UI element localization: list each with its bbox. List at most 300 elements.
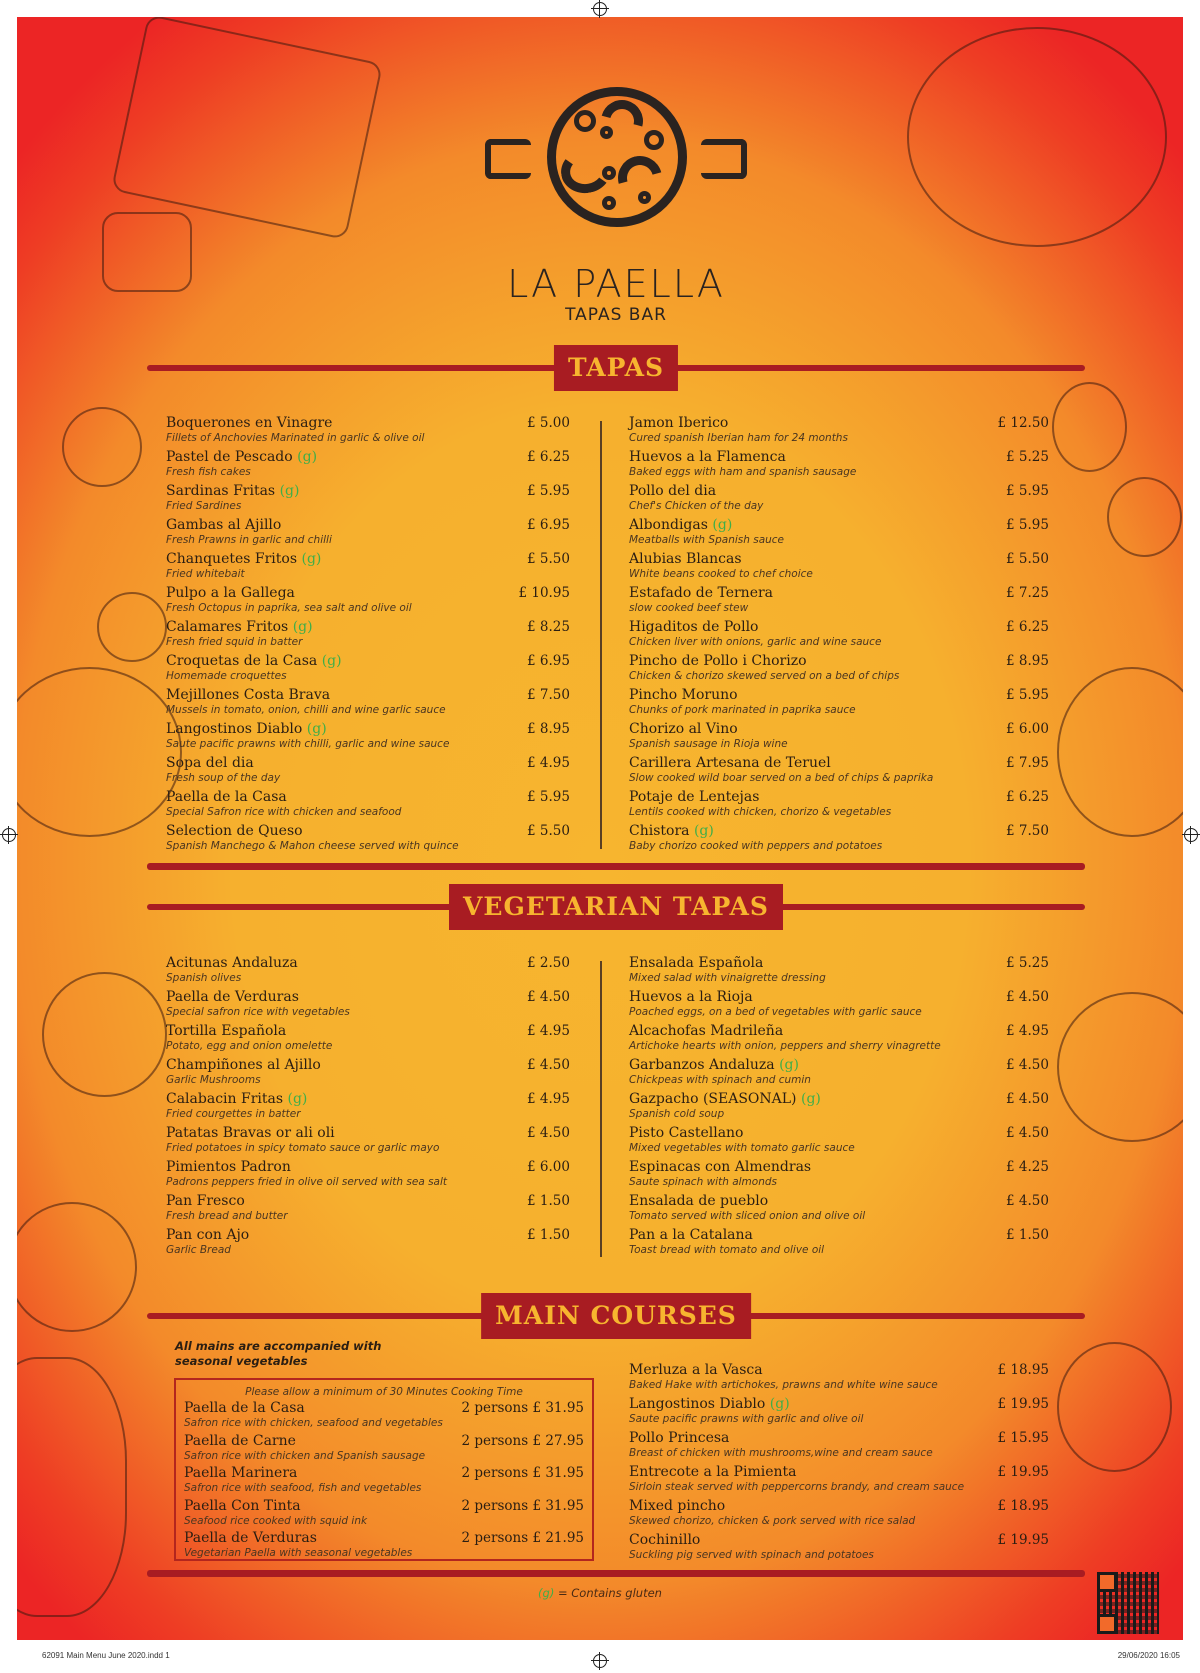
- menu-item-price: £ 4.50: [527, 1057, 570, 1073]
- menu-item: [166, 789, 570, 823]
- menu-item-name: [166, 517, 570, 534]
- menu-item-name: [166, 1227, 570, 1244]
- section-banner-mains: [147, 1293, 1085, 1339]
- print-slug-file: 62091 Main Menu June 2020.indd 1: [42, 1651, 170, 1660]
- menu-item-name: [166, 449, 570, 466]
- menu-item-name: [629, 1125, 1049, 1142]
- menu-item: [184, 1400, 584, 1433]
- dish-name: Pollo del dia: [629, 483, 717, 499]
- menu-item: [166, 1057, 570, 1091]
- gluten-badge: (g): [287, 1091, 308, 1107]
- gluten-badge: (g): [779, 1057, 799, 1073]
- menu-item-description: Fresh soup of the day: [166, 772, 281, 784]
- menu-item-price: £ 6.95: [527, 517, 570, 533]
- menu-item-price: £ 4.50: [1006, 1193, 1049, 1209]
- menu-item: [166, 687, 570, 721]
- menu-item-name: [629, 517, 1049, 534]
- registration-mark-icon: [593, 1654, 607, 1668]
- menu-item-price: £ 1.50: [527, 1193, 570, 1209]
- menu-item: [166, 653, 570, 687]
- menu-item-price: £ 10.95: [518, 585, 570, 601]
- menu-item-name: [166, 989, 570, 1006]
- soup-bowl-illustration-icon: [1057, 667, 1183, 837]
- vegetarian-right-column: [629, 955, 1049, 1261]
- dish-name: Langostinos Diablo: [166, 721, 303, 737]
- menu-item-price: £ 5.25: [1006, 955, 1049, 971]
- menu-item-description: Special safron rice with vegetables: [166, 1006, 350, 1018]
- menu-item-price: £ 7.50: [1006, 823, 1049, 839]
- dish-name: Pan a la Catalana: [629, 1227, 753, 1243]
- dish-name: Estafado de Ternera: [629, 585, 774, 601]
- menu-item-price: £ 12.50: [997, 415, 1049, 431]
- olives-bowl-illustration-icon: [42, 972, 167, 1097]
- menu-item: [166, 1023, 570, 1057]
- menu-item-description: Cured spanish Iberian ham for 24 months: [629, 432, 848, 444]
- menu-item-description: Chef's Chicken of the day: [629, 500, 764, 512]
- pan-handle-icon: [701, 139, 747, 179]
- menu-item-price: £ 4.95: [527, 755, 570, 771]
- menu-item-price: £ 6.95: [527, 653, 570, 669]
- menu-item: [166, 585, 570, 619]
- menu-item: [166, 1091, 570, 1125]
- bread-illustration-icon: [102, 212, 192, 292]
- menu-item-price: 2 persons £ 31.95: [461, 1497, 584, 1514]
- menu-item: [629, 653, 1049, 687]
- gluten-badge: (g): [800, 1091, 821, 1107]
- fish-plate-illustration-icon: [17, 1202, 137, 1332]
- menu-item-description: Meatballs with Spanish sauce: [629, 534, 785, 546]
- dish-name: Higaditos de Pollo: [629, 619, 759, 635]
- menu-item: [629, 415, 1049, 449]
- menu-item-price: £ 5.25: [1006, 449, 1049, 465]
- menu-item: [166, 989, 570, 1023]
- gluten-badge: (g): [769, 1396, 790, 1412]
- menu-item-description: Toast bread with tomato and olive oil: [629, 1244, 825, 1256]
- menu-item-description: Homemade croquettes: [166, 670, 287, 682]
- tapas-right-column: [629, 415, 1049, 857]
- menu-item: [166, 823, 570, 857]
- menu-item-price: £ 4.50: [1006, 1057, 1049, 1073]
- menu-item-name: [629, 551, 1049, 568]
- dish-name: Ensalada de pueblo: [629, 1193, 769, 1209]
- oyster-illustration-icon: [1052, 382, 1127, 472]
- registration-mark-icon: [2, 828, 16, 842]
- paella-pan-icon: [547, 87, 687, 227]
- menu-item-name: [166, 1159, 570, 1176]
- dish-name: Sopa del dia: [166, 755, 254, 771]
- column-divider: [600, 421, 602, 849]
- menu-item-description: Tomato served with sliced onion and olive oil: [629, 1210, 866, 1222]
- dish-name: Pimientos Padron: [166, 1159, 291, 1175]
- menu-item-description: Lentils cooked with chicken, chorizo & vegetables: [629, 806, 892, 818]
- menu-item-price: £ 1.50: [1006, 1227, 1049, 1243]
- menu-item-name: [629, 989, 1049, 1006]
- menu-item-price: £ 4.50: [527, 1125, 570, 1141]
- menu-item-description: Baked Hake with artichokes, prawns and white wine sauce: [629, 1379, 938, 1391]
- clams-illustration-icon: [1057, 1342, 1172, 1472]
- menu-item-name: [629, 1159, 1049, 1176]
- ham-board-illustration-icon: [111, 17, 383, 240]
- menu-item-name: [166, 955, 570, 972]
- dish-name: Paella de Verduras: [166, 989, 299, 1005]
- menu-item: [629, 551, 1049, 585]
- menu-item: [629, 517, 1049, 551]
- menu-item-price: £ 4.50: [1006, 1091, 1049, 1107]
- dish-name: Paella de Verduras: [184, 1530, 317, 1546]
- menu-item: [184, 1530, 584, 1563]
- dish-name: Paella Con Tinta: [184, 1497, 301, 1514]
- dish-name: Mejillones Costa Brava: [166, 687, 331, 703]
- menu-item-description: Saute pacific prawns with garlic and olive oil: [629, 1413, 864, 1425]
- paella-list: [184, 1400, 584, 1563]
- menu-item-description: Fresh Prawns in garlic and chilli: [166, 534, 332, 546]
- menu-item-price: £ 7.50: [527, 687, 570, 703]
- dish-name: Acitunas Andaluza: [166, 955, 298, 971]
- menu-item-name: [166, 687, 570, 704]
- menu-item-name: [629, 1498, 1049, 1515]
- menu-item: [166, 415, 570, 449]
- section-title: MAIN COURSES: [481, 1293, 751, 1339]
- menu-item-name: [629, 789, 1049, 806]
- shrimp-bowl-illustration-icon: [1057, 992, 1183, 1142]
- menu-item-price: £ 19.95: [997, 1396, 1049, 1412]
- menu-item: [184, 1498, 584, 1531]
- menu-item-price: 2 persons £ 31.95: [461, 1400, 584, 1416]
- menu-item-name: [629, 415, 1049, 432]
- menu-item-name: [629, 1193, 1049, 1210]
- menu-item-name: [629, 1362, 1049, 1379]
- menu-item: [166, 517, 570, 551]
- menu-item-description: Baby chorizo cooked with peppers and potatoes: [629, 840, 883, 852]
- dish-name: Sardinas Fritas: [166, 483, 276, 499]
- brand-logo: [485, 87, 747, 327]
- dish-name: Pan Fresco: [166, 1193, 245, 1209]
- fig-illustration-icon: [97, 592, 167, 662]
- menu-item: [166, 1227, 570, 1261]
- menu-item-price: £ 5.95: [1006, 687, 1049, 703]
- column-divider: [600, 961, 602, 1257]
- dish-name: Patatas Bravas or ali oli: [166, 1125, 335, 1141]
- dish-name: Chorizo al Vino: [629, 721, 738, 737]
- menu-item-description: Fillets of Anchovies Marinated in garlic & olive oil: [166, 432, 425, 444]
- menu-item-description: Safron rice with chicken and Spanish sausage: [184, 1449, 426, 1462]
- dish-name: Merluza a la Vasca: [629, 1362, 763, 1378]
- menu-item-description: Fried whitebait: [166, 568, 245, 580]
- menu-item-name: [629, 721, 1049, 738]
- menu-item-price: £ 5.95: [527, 483, 570, 499]
- menu-item-price: £ 19.95: [997, 1464, 1049, 1480]
- menu-item-description: Fresh fish cakes: [166, 466, 251, 478]
- menu-item-description: Seafood rice cooked with squid ink: [184, 1514, 368, 1527]
- menu-item: [629, 1532, 1049, 1566]
- registration-mark-icon: [593, 2, 607, 16]
- menu-item-description: Safron rice with chicken, seafood and vegetables: [184, 1417, 443, 1429]
- menu-item-name: [166, 823, 570, 840]
- menu-item-price: £ 4.50: [1006, 989, 1049, 1005]
- menu-item: [629, 483, 1049, 517]
- menu-item-price: £ 6.00: [1006, 721, 1049, 737]
- menu-item-name: [629, 1430, 1049, 1447]
- dish-name: Mixed pincho: [629, 1498, 726, 1514]
- gluten-legend: [0, 1586, 1200, 1600]
- menu-item-description: Spanish Manchego & Mahon cheese served with quince: [166, 840, 459, 852]
- menu-item-name: [166, 653, 570, 670]
- menu-item-price: £ 4.95: [1006, 1023, 1049, 1039]
- menu-item-price: £ 18.95: [997, 1498, 1049, 1514]
- menu-item-name: [166, 1125, 570, 1142]
- menu-item-description: Mixed salad with vinaigrette dressing: [629, 972, 826, 984]
- menu-item: [629, 1159, 1049, 1193]
- menu-item-description: Chickpeas with spinach and cumin: [629, 1074, 811, 1086]
- dish-name: Selection de Queso: [166, 823, 303, 839]
- menu-item: [629, 1125, 1049, 1159]
- menu-item-description: Fried Sardines: [166, 500, 242, 512]
- dish-name: Espinacas con Almendras: [629, 1159, 812, 1175]
- menu-item-description: Saute spinach with almonds: [629, 1176, 777, 1188]
- scalloped-divider: [147, 1570, 1085, 1577]
- menu-item: [629, 823, 1049, 857]
- gluten-badge: (g): [306, 721, 327, 737]
- menu-item-description: Mussels in tomato, onion, chilli and wine garlic sauce: [166, 704, 446, 716]
- menu-item: [629, 789, 1049, 823]
- menu-item: [629, 1396, 1049, 1430]
- menu-item: [166, 1193, 570, 1227]
- dish-name: Pulpo a la Gallega: [166, 585, 295, 601]
- dish-name: Pincho de Pollo i Chorizo: [629, 653, 807, 669]
- section-banner-vegetarian: [147, 884, 1085, 930]
- menu-item-name: [166, 789, 570, 806]
- menu-item: [166, 551, 570, 585]
- menu-item-name: [629, 755, 1049, 772]
- menu-item: [629, 1362, 1049, 1396]
- qr-code[interactable]: [1097, 1572, 1159, 1634]
- dish-name: Alcachofas Madrileña: [629, 1023, 784, 1039]
- menu-item: [184, 1433, 584, 1466]
- menu-item-price: £ 5.50: [1006, 551, 1049, 567]
- menu-item-price: £ 4.95: [527, 1023, 570, 1039]
- menu-item-name: [629, 1091, 1049, 1108]
- menu-item-name: [166, 1091, 570, 1108]
- menu-item-description: Chicken & chorizo skewed served on a bed of chips: [629, 670, 900, 682]
- menu-item: [166, 619, 570, 653]
- dish-name: Paella de Carne: [184, 1432, 296, 1449]
- gluten-badge: (g): [301, 551, 322, 567]
- menu-item-description: Sirloin steak served with peppercorns brandy, and cream sauce: [629, 1481, 965, 1493]
- menu-item-name: [629, 619, 1049, 636]
- menu-item-description: Baked eggs with ham and spanish sausage: [629, 466, 857, 478]
- dish-name: Pan con Ajo: [166, 1227, 250, 1243]
- menu-item-description: Spanish cold soup: [629, 1108, 725, 1120]
- menu-item-description: Breast of chicken with mushrooms,wine and cream sauce: [629, 1447, 933, 1459]
- dish-name: Huevos a la Rioja: [629, 989, 753, 1005]
- menu-item: [166, 449, 570, 483]
- menu-item-price: 2 persons £ 27.95: [461, 1432, 584, 1449]
- menu-item-name: [629, 1227, 1049, 1244]
- dish-name: Entrecote a la Pimienta: [629, 1464, 797, 1480]
- menu-page: [17, 17, 1183, 1640]
- menu-item-price: £ 6.25: [527, 449, 570, 465]
- menu-item-description: slow cooked beef stew: [629, 602, 749, 614]
- menu-item-price: £ 6.25: [1006, 789, 1049, 805]
- menu-item: [629, 1430, 1049, 1464]
- menu-item: [629, 955, 1049, 989]
- menu-item: [166, 1159, 570, 1193]
- menu-item-name: [629, 449, 1049, 466]
- lemon-illustration-icon: [62, 407, 142, 487]
- menu-item-name: [629, 687, 1049, 704]
- octopus-illustration-icon: [17, 1357, 127, 1617]
- menu-item-description: Saute pacific prawns with chilli, garlic and wine sauce: [166, 738, 450, 750]
- menu-item-description: Spanish olives: [166, 972, 242, 984]
- gluten-badge: (g): [297, 449, 318, 465]
- gluten-badge: (g): [292, 619, 313, 635]
- menu-item-name: [166, 755, 570, 772]
- menu-item: [166, 1125, 570, 1159]
- dish-name: Gambas al Ajillo: [166, 517, 282, 533]
- stuffed-peppers-illustration-icon: [17, 667, 182, 837]
- dish-name: Pincho Moruno: [629, 687, 738, 703]
- dish-name: Boquerones en Vinagre: [166, 415, 333, 431]
- menu-item-description: Chunks of pork marinated in paprika sauce: [629, 704, 856, 716]
- section-title: VEGETARIAN TAPAS: [449, 884, 783, 930]
- menu-item: [629, 585, 1049, 619]
- menu-item: [629, 1091, 1049, 1125]
- menu-item-name: [629, 483, 1049, 500]
- menu-item-name: [629, 823, 1049, 840]
- dish-name: Tortilla Española: [166, 1023, 287, 1039]
- menu-item-description: Slow cooked wild boar served on a bed of chips & paprika: [629, 772, 934, 784]
- dish-name: Alubias Blancas: [629, 551, 742, 567]
- menu-item-description: Chicken liver with onions, garlic and wine sauce: [629, 636, 882, 648]
- menu-item-description: Mixed vegetables with tomato garlic sauce: [629, 1142, 855, 1154]
- menu-item-price: £ 4.25: [1006, 1159, 1049, 1175]
- menu-item-description: Garlic Mushrooms: [166, 1074, 261, 1086]
- menu-item-price: £ 5.50: [527, 823, 570, 839]
- menu-item-description: Fried courgettes in batter: [166, 1108, 301, 1120]
- gluten-symbol: (g): [538, 1586, 555, 1600]
- dish-name: Albondigas: [629, 517, 708, 533]
- menu-item-description: Fresh bread and butter: [166, 1210, 288, 1222]
- menu-item: [629, 687, 1049, 721]
- menu-item-price: £ 4.50: [1006, 1125, 1049, 1141]
- menu-item-description: Potato, egg and onion omelette: [166, 1040, 333, 1052]
- pan-handle-icon: [485, 139, 531, 179]
- menu-item-description: Fresh fried squid in batter: [166, 636, 303, 648]
- menu-item: [629, 619, 1049, 653]
- menu-item-name: [629, 653, 1049, 670]
- menu-item: [629, 1227, 1049, 1261]
- menu-item: [629, 721, 1049, 755]
- menu-item-description: Artichoke hearts with onion, peppers and sherry vinagrette: [629, 1040, 941, 1052]
- menu-item-price: £ 7.25: [1006, 585, 1049, 601]
- gluten-badge: (g): [693, 823, 714, 839]
- menu-item-price: £ 5.00: [527, 415, 570, 431]
- vegetarian-left-column: [166, 955, 570, 1261]
- menu-item-name: [629, 1023, 1049, 1040]
- menu-item-price: £ 19.95: [997, 1532, 1049, 1548]
- dish-name: Champiñones al Ajillo: [166, 1057, 321, 1073]
- menu-item-name: [166, 1023, 570, 1040]
- scalloped-divider: [147, 863, 1085, 870]
- menu-item-description: Spanish sausage in Rioja wine: [629, 738, 788, 750]
- dish-name: Gazpacho (SEASONAL): [629, 1091, 797, 1107]
- paella-pan-illustration-icon: [907, 27, 1167, 247]
- menu-item-price: 2 persons £ 21.95: [461, 1530, 584, 1546]
- cooking-time-note: Please allow a minimum of 30 Minutes Cooking Time: [245, 1386, 523, 1398]
- menu-item: [629, 1023, 1049, 1057]
- tapas-left-column: [166, 415, 570, 857]
- menu-item-price: 2 persons £ 31.95: [461, 1465, 584, 1481]
- menu-item-name: [629, 585, 1049, 602]
- menu-item-price: £ 5.95: [1006, 517, 1049, 533]
- menu-item: [184, 1465, 584, 1498]
- menu-item: [166, 955, 570, 989]
- section-title: TAPAS: [554, 345, 678, 391]
- mains-right-column: [629, 1362, 1049, 1566]
- menu-item: [629, 449, 1049, 483]
- dish-name: Huevos a la Flamenca: [629, 449, 786, 465]
- menu-item-price: £ 1.50: [527, 1227, 570, 1243]
- menu-item-name: [629, 1532, 1049, 1549]
- menu-item: [166, 755, 570, 789]
- menu-item-price: £ 5.50: [527, 551, 570, 567]
- menu-item-description: Fresh Octopus in paprika, sea salt and olive oil: [166, 602, 412, 614]
- menu-item-price: £ 4.50: [527, 989, 570, 1005]
- menu-item: [166, 483, 570, 517]
- dish-name: Paella de la Casa: [166, 789, 287, 805]
- menu-item-price: £ 18.95: [997, 1362, 1049, 1378]
- oyster-illustration-icon: [1107, 477, 1182, 557]
- menu-item-price: £ 8.95: [527, 721, 570, 737]
- registration-mark-icon: [1184, 828, 1198, 842]
- menu-item-name: [166, 551, 570, 568]
- dish-name: Cochinillo: [629, 1532, 701, 1548]
- dish-name: Calamares Fritos: [166, 619, 289, 635]
- menu-item: [629, 1464, 1049, 1498]
- menu-item: [629, 1057, 1049, 1091]
- dish-name: Langostinos Diablo: [629, 1396, 766, 1412]
- gluten-badge: (g): [321, 653, 342, 669]
- dish-name: Chistora: [629, 823, 690, 839]
- gluten-badge: (g): [712, 517, 733, 533]
- print-slug-timestamp: 29/06/2020 16:05: [1117, 1651, 1180, 1660]
- menu-item-description: Padrons peppers fried in olive oil served with sea salt: [166, 1176, 448, 1188]
- menu-item: [166, 721, 570, 755]
- dish-name: Chanquetes Fritos: [166, 551, 298, 567]
- paella-box: [174, 1378, 594, 1561]
- dish-name: Paella de la Casa: [184, 1400, 305, 1416]
- menu-item-price: £ 6.00: [527, 1159, 570, 1175]
- menu-item-name: [166, 721, 570, 738]
- dish-name: Croquetas de la Casa: [166, 653, 318, 669]
- menu-item-description: Safron rice with seafood, fish and vegetables: [184, 1482, 422, 1494]
- menu-item-description: Suckling pig served with spinach and potatoes: [629, 1549, 874, 1561]
- menu-item-price: £ 8.95: [1006, 653, 1049, 669]
- menu-item-description: Special Safron rice with chicken and seafood: [166, 806, 402, 818]
- menu-item-name: [166, 415, 570, 432]
- dish-name: Paella Marinera: [184, 1465, 298, 1481]
- menu-item-name: [166, 483, 570, 500]
- menu-item: [629, 1498, 1049, 1532]
- dish-name: Pastel de Pescado: [166, 449, 293, 465]
- menu-item: [629, 989, 1049, 1023]
- menu-item-name: [166, 585, 570, 602]
- menu-item-price: £ 8.25: [527, 619, 570, 635]
- menu-item-price: £ 5.95: [527, 789, 570, 805]
- dish-name: Pollo Princesa: [629, 1430, 730, 1446]
- menu-item-name: [629, 1464, 1049, 1481]
- menu-item-price: £ 4.95: [527, 1091, 570, 1107]
